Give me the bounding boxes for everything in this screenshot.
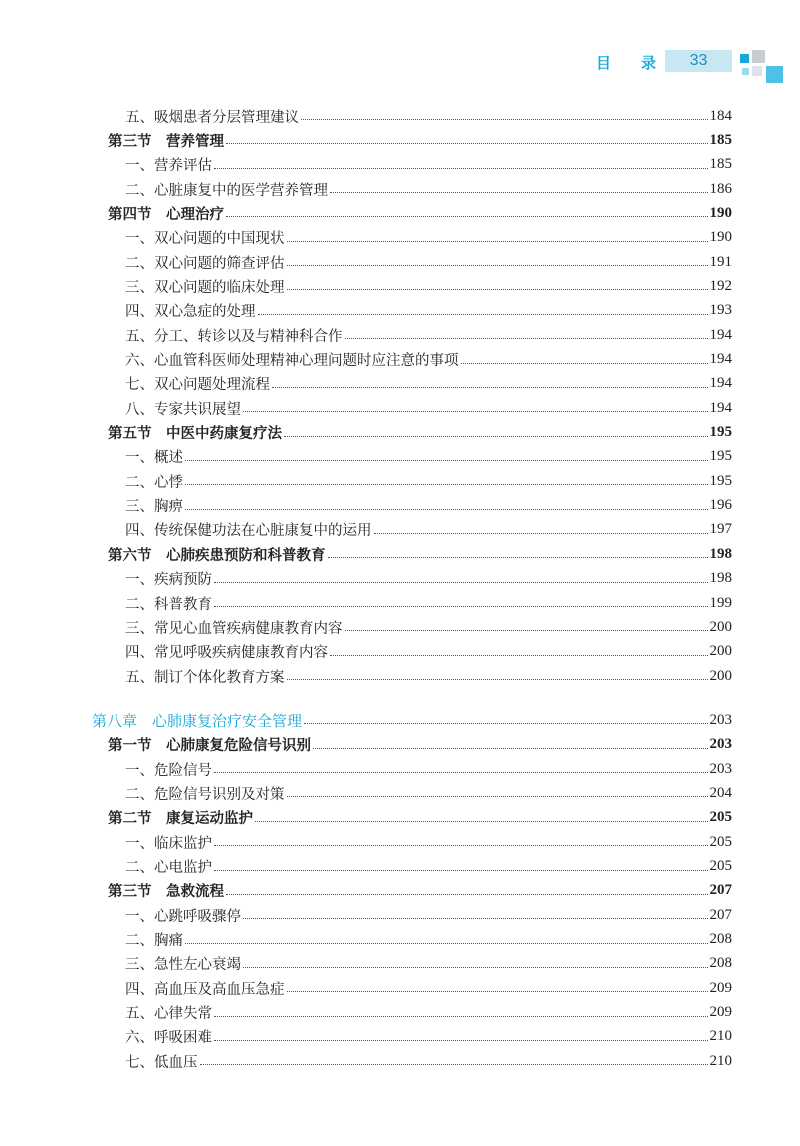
dot-leader xyxy=(214,844,708,846)
toc-subsection-entry[interactable] xyxy=(0,518,732,542)
toc-entry-page: 203 xyxy=(709,760,732,777)
toc-entry-title: 第三节 营养管理 xyxy=(108,132,224,150)
toc-entry-title: 一、营养评估 xyxy=(125,158,212,175)
toc-entry-title: 三、急性左心衰竭 xyxy=(125,957,241,974)
toc-entry-title: 第四节 心理治疗 xyxy=(108,205,224,223)
toc-entry-title: 一、临床监护 xyxy=(125,835,212,852)
dot-leader xyxy=(304,722,707,724)
toc-entry-title: 七、低血压 xyxy=(125,1054,198,1071)
dot-leader xyxy=(214,869,708,871)
toc-subsection-entry[interactable] xyxy=(0,640,732,664)
dot-leader xyxy=(345,337,708,339)
toc-entry-title: 二、危险信号识别及对策 xyxy=(125,786,285,803)
toc-entry-page: 205 xyxy=(709,858,732,874)
toc-section-entry[interactable] xyxy=(0,806,732,830)
dot-leader xyxy=(287,264,708,266)
toc-entry-title: 第三节 急救流程 xyxy=(108,883,224,901)
toc-entry-page: 193 xyxy=(709,302,732,319)
dot-leader xyxy=(185,483,708,485)
toc-section-entry[interactable] xyxy=(0,128,732,152)
toc-entry-title: 一、双心问题的中国现状 xyxy=(125,231,285,248)
toc-subsection-entry[interactable] xyxy=(0,177,732,201)
toc-entry-title: 四、高血压及高血压急症 xyxy=(125,981,285,998)
dot-leader xyxy=(214,581,708,583)
dot-leader xyxy=(287,990,708,992)
toc-subsection-entry[interactable] xyxy=(0,952,732,976)
toc-entry-title: 二、心脏康复中的医学营养管理 xyxy=(125,182,328,199)
toc-entry-title: 五、吸烟患者分层管理建议 xyxy=(125,109,299,126)
toc-entry-page: 204 xyxy=(709,784,732,801)
toc-entry-page: 207 xyxy=(709,906,732,923)
toc-entry-page: 194 xyxy=(709,351,732,367)
toc-entry-title: 六、呼吸困难 xyxy=(125,1030,212,1047)
dot-leader xyxy=(185,459,708,461)
toc-entry-title: 七、双心问题处理流程 xyxy=(125,377,270,394)
dot-leader xyxy=(301,118,708,120)
toc-subsection-entry[interactable] xyxy=(0,1025,732,1049)
toc-entry-title: 八、专家共识展望 xyxy=(125,401,241,418)
decor-square-icon xyxy=(742,68,749,75)
toc-entry-title: 四、常见呼吸疾病健康教育内容 xyxy=(125,645,328,662)
dot-leader xyxy=(226,215,708,217)
toc-subsection-entry[interactable] xyxy=(0,274,732,298)
toc-entry-page: 190 xyxy=(709,204,732,221)
toc-subsection-entry[interactable] xyxy=(0,830,732,854)
toc-entry-title: 三、常见心血管疾病健康教育内容 xyxy=(125,620,343,637)
toc-entry-page: 184 xyxy=(709,107,732,124)
dot-leader xyxy=(272,386,708,388)
toc-entry-title: 第一节 心肺康复危险信号识别 xyxy=(108,737,311,755)
decor-square-icon xyxy=(752,50,765,63)
toc-subsection-entry[interactable] xyxy=(0,104,732,128)
dot-leader xyxy=(185,508,708,510)
toc-entry-page: 185 xyxy=(709,156,732,173)
dot-leader xyxy=(345,629,708,631)
toc-subsection-entry[interactable] xyxy=(0,299,732,323)
toc-entry-page: 207 xyxy=(709,882,732,899)
decor-square-icon xyxy=(740,54,749,63)
toc-entry-page: 185 xyxy=(709,131,732,148)
toc-entry-title: 二、心电监护 xyxy=(125,860,212,876)
toc-subsection-entry[interactable] xyxy=(0,226,732,250)
toc-subsection-entry[interactable] xyxy=(0,445,732,469)
toc-entry-title: 三、胸痹 xyxy=(125,499,183,516)
dot-leader xyxy=(287,288,708,290)
toc-section-entry[interactable] xyxy=(0,733,732,757)
toc-subsection-entry[interactable] xyxy=(0,855,732,879)
toc-entry-title: 四、传统保健功法在心脏康复中的运用 xyxy=(125,523,372,540)
toc-entry-title: 二、胸痛 xyxy=(125,933,183,950)
toc-subsection-entry[interactable] xyxy=(0,567,732,591)
header-label-mu: 目 xyxy=(596,54,612,72)
toc-entry-page: 210 xyxy=(709,1052,732,1069)
toc-entry-page: 200 xyxy=(709,667,732,684)
toc-entry-title: 一、心跳呼吸骤停 xyxy=(125,908,241,925)
dot-leader xyxy=(214,605,708,607)
toc-entry-title: 一、疾病预防 xyxy=(125,572,212,589)
toc-subsection-entry[interactable] xyxy=(0,781,732,805)
toc-entry-page: 209 xyxy=(709,1004,732,1021)
toc-subsection-entry[interactable] xyxy=(0,348,732,372)
toc-subsection-entry[interactable] xyxy=(0,615,732,639)
toc-entry-page: 191 xyxy=(709,253,732,270)
toc-entry-page: 196 xyxy=(709,497,732,514)
toc-subsection-entry[interactable] xyxy=(0,664,732,688)
toc-subsection-entry[interactable] xyxy=(0,372,732,396)
toc-entry-page: 194 xyxy=(709,399,732,416)
toc-subsection-entry[interactable] xyxy=(0,757,732,781)
toc-subsection-entry[interactable] xyxy=(0,591,732,615)
toc-entry-title: 三、双心问题的临床处理 xyxy=(125,279,285,296)
dot-leader xyxy=(330,191,708,193)
dot-leader xyxy=(243,966,708,968)
toc-subsection-entry[interactable] xyxy=(0,153,732,177)
toc-entry-title: 第八章 心肺康复治疗安全管理 xyxy=(92,711,303,730)
dot-leader xyxy=(374,532,708,534)
dot-leader xyxy=(258,313,708,315)
toc-entry-page: 200 xyxy=(709,643,732,660)
toc-entry-page: 197 xyxy=(709,521,732,538)
toc-entry-page: 199 xyxy=(709,594,732,611)
dot-leader xyxy=(214,1039,708,1041)
toc-entry-page: 186 xyxy=(709,180,732,197)
toc-subsection-entry[interactable] xyxy=(0,323,732,347)
toc-entry-title: 二、双心问题的筛查评估 xyxy=(125,255,285,272)
toc-subsection-entry[interactable] xyxy=(0,1001,732,1025)
toc-entry-page: 210 xyxy=(709,1028,732,1045)
toc-entry-page: 194 xyxy=(709,375,732,392)
toc-subsection-entry[interactable] xyxy=(0,903,732,927)
toc-chapter-entry[interactable] xyxy=(0,708,732,732)
toc-entry-title: 一、危险信号 xyxy=(125,762,212,779)
toc-section-entry[interactable] xyxy=(0,421,732,445)
toc-entry-page: 208 xyxy=(709,955,732,972)
dot-leader xyxy=(226,142,708,144)
toc-entry-page: 192 xyxy=(709,277,732,294)
toc-entry-page: 195 xyxy=(709,424,732,441)
toc-entry-page: 203 xyxy=(709,711,732,728)
dot-leader xyxy=(200,1063,708,1065)
dot-leader xyxy=(214,1015,708,1017)
header-label-lu: 录 xyxy=(641,54,657,72)
toc-subsection-entry[interactable] xyxy=(0,494,732,518)
toc-entry-page: 198 xyxy=(709,545,732,562)
dot-leader xyxy=(226,893,708,895)
page-header xyxy=(0,0,800,90)
dot-leader xyxy=(255,820,708,822)
toc-entry-title: 五、分工、转诊以及与精神科合作 xyxy=(125,328,343,345)
dot-leader xyxy=(287,678,708,680)
dot-leader xyxy=(243,917,708,919)
toc-entry-page: 209 xyxy=(709,979,732,996)
toc-entry-title: 一、概述 xyxy=(125,450,183,467)
dot-leader xyxy=(287,795,708,797)
toc-subsection-entry[interactable] xyxy=(0,396,732,420)
decor-square-icon xyxy=(752,66,762,76)
dot-leader xyxy=(214,771,708,773)
toc-section-entry[interactable] xyxy=(0,542,732,566)
toc-subsection-entry[interactable] xyxy=(0,1049,732,1073)
toc-section-entry[interactable] xyxy=(0,201,732,225)
toc-entry-page: 195 xyxy=(709,448,732,465)
toc-entry-title: 第六节 心肺疾患预防和科普教育 xyxy=(108,546,326,564)
toc-entry-page: 194 xyxy=(709,326,732,343)
page-number-badge: 33 xyxy=(665,50,732,72)
toc-entry-page: 205 xyxy=(709,809,732,826)
toc-entry-title: 六、心血管科医师处理精神心理问题时应注意的事项 xyxy=(125,353,459,369)
toc-entry-title: 第五节 中医中药康复疗法 xyxy=(108,425,282,443)
toc-subsection-entry[interactable] xyxy=(0,976,732,1000)
toc-entry-title: 二、心悸 xyxy=(125,474,183,491)
dot-leader xyxy=(185,942,708,944)
dot-leader xyxy=(287,240,708,242)
dot-leader xyxy=(313,747,708,749)
toc-entry-page: 195 xyxy=(709,472,732,489)
dot-leader xyxy=(243,410,708,412)
toc-entry-page: 190 xyxy=(709,229,732,246)
toc-entry-page: 205 xyxy=(709,833,732,850)
toc-entry-title: 五、心律失常 xyxy=(125,1006,212,1023)
toc-entry-page: 203 xyxy=(709,736,732,753)
toc-subsection-entry[interactable] xyxy=(0,250,732,274)
toc-entry-title: 五、制订个体化教育方案 xyxy=(125,669,285,686)
dot-leader xyxy=(330,654,708,656)
toc-subsection-entry[interactable] xyxy=(0,928,732,952)
dot-leader xyxy=(284,435,708,437)
toc-entry-page: 200 xyxy=(709,618,732,635)
toc-section-entry[interactable] xyxy=(0,879,732,903)
toc-entry-title: 四、双心急症的处理 xyxy=(125,304,256,321)
toc-subsection-entry[interactable] xyxy=(0,469,732,493)
toc-entry-page: 208 xyxy=(709,931,732,948)
dot-leader xyxy=(214,167,708,169)
toc-entry-title: 二、科普教育 xyxy=(125,596,212,613)
dot-leader xyxy=(328,556,708,558)
toc-entry-title: 第二节 康复运动监护 xyxy=(108,810,253,828)
toc-entry-page: 198 xyxy=(709,570,732,587)
dot-leader xyxy=(461,362,708,364)
decor-square-icon xyxy=(766,66,783,83)
